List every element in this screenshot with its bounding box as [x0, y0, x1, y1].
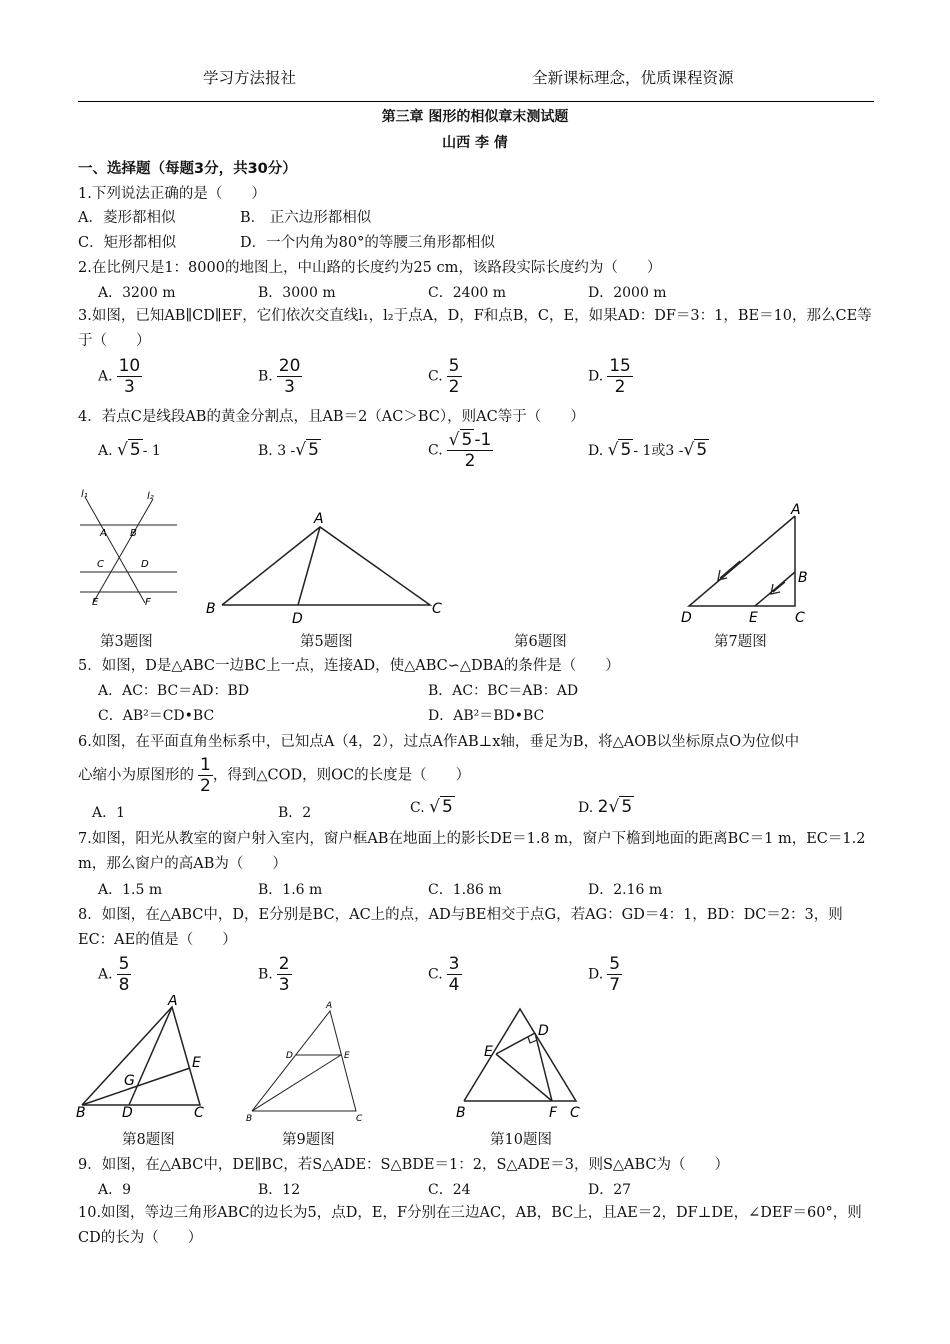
fig3-label-C: C	[97, 559, 104, 570]
header-rule	[78, 101, 874, 102]
caption-fig5: 第5题图	[300, 634, 353, 650]
fig10-label-C: C	[570, 1105, 580, 1121]
q1-option-d: D．一个内角为80°的等腰三角形都相似	[240, 235, 495, 251]
header-left: 学习方法报社	[203, 69, 297, 87]
fig3-label-F: F	[145, 597, 151, 608]
q1-option-a: A．菱形都相似	[78, 210, 176, 226]
q4-option-d: D. √ 5 - 1或3 -√ 5	[588, 440, 708, 460]
fig5-label-B: B	[206, 601, 216, 617]
author: 山西 李 倩	[442, 135, 508, 151]
q10-stem: 10.如图，等边三角形ABC的边长为5，点D，E，F分别在三边AC，AB，BC上，且AE＝2，DF⊥DE，∠DEF＝60°，则CD的长为（ ）	[78, 1205, 862, 1246]
figure-5	[200, 505, 460, 625]
fig8-label-E: E	[192, 1055, 201, 1071]
q9-option-c: C．24	[428, 1182, 471, 1198]
fig3-label-l2: l₂	[147, 491, 154, 502]
fig9-label-B: B	[246, 1114, 253, 1124]
q5-option-d: D．AB²＝BD•BC	[428, 708, 545, 724]
q7-option-b: B．1.6 m	[258, 882, 323, 898]
fig10-label-E: E	[484, 1044, 493, 1060]
q7-option-c: C．1.86 m	[428, 882, 502, 898]
q9-stem: 9．如图，在△ABC中，DE∥BC，若S△ADE：S△BDE＝1：2，S△ADE＝3，则S△ABC为（ ）	[78, 1157, 730, 1173]
q1-option-b: B． 正六边形都相似	[240, 210, 372, 226]
q5-stem: 5．如图，D是△ABC一边BC上一点，连接AD，使△ABC∽△DBA的条件是（ ）	[78, 658, 620, 674]
q7-option-a: A．1.5 m	[98, 882, 163, 898]
q9-option-a: A．9	[98, 1182, 132, 1198]
page-title: 第三章 图形的相似章末测试题	[381, 109, 569, 125]
q3-option-a: A. $\frac{10}{3}$	[98, 356, 141, 397]
q4-option-b: B. 3 -√ 5	[258, 440, 319, 460]
fig3-label-B: B	[130, 528, 137, 539]
fig3-label-A: A	[100, 528, 107, 539]
fig10-label-D: D	[538, 1023, 549, 1039]
q2-option-d: D．2000 m	[588, 285, 667, 301]
q3-option-d: D. $\frac{15}{2}$	[588, 356, 631, 397]
fig8-label-G: G	[124, 1073, 135, 1089]
q2-option-b: B．3000 m	[258, 285, 336, 301]
header-right: 全新课标理念，优质课程资源	[532, 69, 734, 87]
fig7-label-D: D	[681, 610, 692, 626]
q2-stem: 2.在比例尺是1：8000的地图上，中山路的长度约为25 cm，该路段实际长度约为（ ）	[78, 260, 662, 276]
q9-option-b: B．12	[258, 1182, 301, 1198]
q8-option-c: C. $\frac{3}{4}$	[428, 954, 460, 995]
caption-fig6: 第6题图	[514, 634, 567, 650]
q3-option-b: B. $\frac{20}{3}$	[258, 356, 301, 397]
q9-option-d: D．27	[588, 1182, 632, 1198]
q4-option-c: C. $\frac{√ 5 -1}{2}$	[428, 430, 492, 471]
figure-3	[75, 485, 185, 610]
fig7-label-C: C	[795, 610, 805, 626]
q5-option-c: C．AB²＝CD•BC	[98, 708, 215, 724]
q4-option-a: A. √ 5 - 1	[98, 440, 161, 460]
fig5-label-C: C	[432, 601, 442, 617]
q6-option-a: A．1	[92, 805, 126, 821]
fig3-label-l1: l₁	[81, 489, 88, 500]
caption-fig3: 第3题图	[100, 634, 153, 650]
figure-8	[72, 995, 222, 1125]
caption-fig9: 第9题图	[282, 1132, 335, 1148]
q8-stem: 8．如图，在△ABC中，D，E分别是BC，AC上的点，AD与BE相交于点G，若AG：GD＝4：1，BD：DC＝2：3，则EC：AE的值是（ ）	[78, 907, 843, 948]
q6-option-c: C. √ 5	[410, 797, 453, 817]
fig7-label-A: A	[791, 502, 801, 518]
fig8-label-A: A	[168, 995, 178, 1009]
fig7-label-B: B	[798, 570, 808, 586]
fig3-label-E: E	[92, 597, 99, 608]
q3-stem: 3.如图，已知AB∥CD∥EF，它们依次交直线l₁，l₂于点A，D，F和点B，C，E，如果AD：DF＝3：1，BE＝10，那么CE等于（ ）	[78, 308, 872, 349]
q6-option-d: D. 2√ 5	[578, 797, 633, 817]
q1-stem: 1.下列说法正确的是（ ）	[78, 186, 266, 202]
q8-option-d: D. $\frac{5}{7}$	[588, 954, 621, 995]
q6-option-b: B．2	[278, 805, 312, 821]
caption-fig7: 第7题图	[714, 634, 767, 650]
q2-option-c: C．2400 m	[428, 285, 507, 301]
q8-option-b: B. $\frac{2}{3}$	[258, 954, 290, 995]
fig3-label-D: D	[141, 559, 149, 570]
fig10-label-F: F	[549, 1105, 558, 1121]
q5-option-a: A．AC：BC＝AD：BD	[98, 683, 250, 699]
q6-stem-line1: 6.如图，在平面直角坐标系中，已知点A（4，2），过点A作AB⊥x轴，垂足为B，将△AOB以坐标原点O为位似中	[78, 734, 800, 750]
q5-option-b: B．AC：BC＝AB：AD	[428, 683, 579, 699]
q3-option-c: C. $\frac{5}{2}$	[428, 356, 460, 397]
fig10-label-B: B	[456, 1105, 466, 1121]
figure-9	[238, 995, 378, 1125]
fig8-label-C: C	[194, 1105, 204, 1121]
fig8-label-D: D	[122, 1105, 133, 1121]
figure-7	[675, 500, 815, 628]
q2-option-a: A．3200 m	[98, 285, 176, 301]
fig5-label-A: A	[314, 511, 324, 527]
fig9-label-C: C	[356, 1114, 363, 1124]
q8-option-a: A. $\frac{5}{8}$	[98, 954, 130, 995]
fig8-label-B: B	[76, 1105, 86, 1121]
fig9-label-D: D	[286, 1051, 293, 1061]
section-heading: 一、选择题（每题3分，共30分）	[78, 161, 297, 177]
fig7-label-E: E	[749, 610, 758, 626]
caption-fig8: 第8题图	[122, 1132, 175, 1148]
caption-fig10: 第10题图	[490, 1132, 552, 1148]
q6-stem-line2: 心缩小为原图形的 $\frac{1}{2}$ ，得到△COD，则OC的长度是（ ）	[78, 755, 471, 796]
fig9-label-E: E	[344, 1051, 350, 1061]
fig5-label-D: D	[292, 611, 303, 625]
q7-option-d: D．2.16 m	[588, 882, 663, 898]
fig9-label-A: A	[326, 1001, 333, 1011]
q4-stem: 4．若点C是线段AB的黄金分割点，且AB＝2（AC＞BC），则AC等于（ ）	[78, 409, 585, 425]
q1-option-c: C．矩形都相似	[78, 235, 177, 251]
q7-stem: 7.如图，阳光从教室的窗户射入室内，窗户框AB在地面上的影长DE＝1.8 m，窗户下檐到地面的距离BC＝1 m，EC＝1.2 m，那么窗户的高AB为（ ）	[78, 831, 866, 872]
figure-10	[448, 995, 593, 1125]
